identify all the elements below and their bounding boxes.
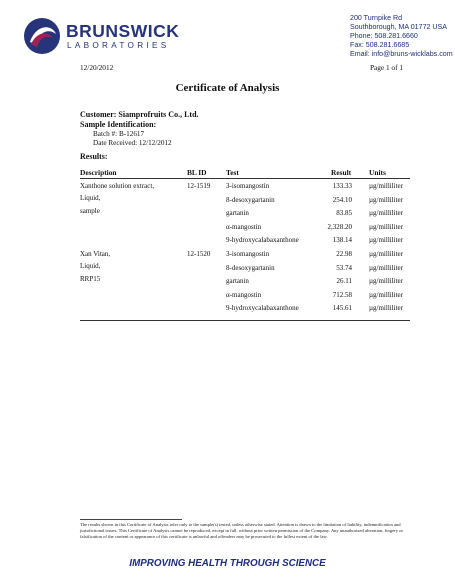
header-divider bbox=[80, 178, 410, 179]
test-name: 3-isomangostin bbox=[226, 182, 270, 190]
test-name: 3-isomangostin bbox=[226, 250, 270, 258]
tagline: IMPROVING HEALTH THROUGH SCIENCE bbox=[129, 558, 326, 569]
column-header-bl-id: BL ID bbox=[187, 168, 207, 177]
sample-description: sample bbox=[80, 206, 100, 215]
footnote-divider bbox=[80, 519, 182, 520]
address-line: 200 Turnpike Rd bbox=[350, 14, 403, 22]
column-header-test: Test bbox=[226, 168, 239, 177]
sample-description: Xan Vitan, bbox=[80, 250, 111, 258]
test-units: µg/milliliter bbox=[369, 304, 403, 313]
test-units: µg/milliliter bbox=[369, 222, 403, 231]
test-result: 83.85 bbox=[336, 209, 352, 218]
document-title: Certificate of Analysis bbox=[175, 82, 280, 94]
customer-line: Customer: Siamprofruits Co., Ltd. bbox=[80, 110, 199, 119]
column-header-description: Description bbox=[80, 168, 117, 177]
company-logo bbox=[22, 16, 180, 58]
sample-description: Liquid, bbox=[80, 262, 101, 271]
test-units: µg/milliliter bbox=[369, 277, 403, 286]
results-heading: Results: bbox=[80, 152, 108, 161]
email-line: Email: info@bruns-wicklabs.com bbox=[350, 50, 453, 58]
test-result: 53.74 bbox=[336, 263, 352, 272]
phone-line: Phone: 508.281.6660 bbox=[350, 32, 418, 40]
test-units: µg/milliliter bbox=[369, 209, 403, 218]
table-bottom-divider bbox=[80, 320, 410, 321]
test-name: gartanin bbox=[226, 209, 249, 218]
test-units: µg/milliliter bbox=[369, 290, 403, 299]
test-result: 145.61 bbox=[332, 304, 352, 313]
disclaimer-text: The results shown in this Certificate of Analysis refer only to the sample(s) tested, unless otherwise stated. Attention is drawn to the limitation of liability, indemnification and jurisdictional issues. This Certificate of Analysis cannot be reproduced, except in full, without prior written permission of the Company. Any unauthorized alteration, forgery or falsification of the content or appearance of this certificate is unlawful and offenders may be prosecuted to the fullest extent of the law. bbox=[80, 522, 404, 539]
company-name: BRUNSWICK bbox=[66, 21, 180, 41]
page-number: Page 1 of 1 bbox=[369, 63, 403, 72]
logo-swirl-icon bbox=[22, 16, 62, 56]
test-result: 133.33 bbox=[332, 182, 352, 190]
test-result: 26.11 bbox=[336, 277, 352, 286]
company-address bbox=[350, 14, 453, 59]
company-subtitle: LABORATORIES bbox=[67, 41, 170, 50]
column-header-result: Result bbox=[331, 168, 352, 177]
test-name: α-mangostin bbox=[226, 222, 262, 231]
address-line: Southborough, MA 01772 USA bbox=[350, 23, 448, 31]
test-name: α-mangostin bbox=[226, 290, 262, 299]
test-units: µg/milliliter bbox=[369, 182, 403, 190]
date-received: Date Received: 12/12/2012 bbox=[93, 139, 172, 147]
test-name: 9-hydroxycalabaxanthone bbox=[226, 236, 299, 245]
sample-description: Xanthone solution extract, bbox=[80, 182, 155, 190]
sample-identification-heading: Sample Identification: bbox=[80, 120, 157, 129]
test-units: µg/milliliter bbox=[369, 195, 403, 204]
test-result: 254.10 bbox=[332, 195, 352, 204]
test-units: µg/milliliter bbox=[369, 263, 403, 272]
report-date: 12/20/2012 bbox=[80, 63, 114, 72]
test-name: 9-hydroxycalabaxanthone bbox=[226, 304, 299, 313]
batch-number: Batch #: B-12617 bbox=[93, 130, 145, 138]
sample-description: Liquid, bbox=[80, 194, 101, 203]
column-header-units: Units bbox=[369, 168, 386, 177]
test-units: µg/milliliter bbox=[369, 250, 403, 258]
test-result: 2,328.20 bbox=[327, 222, 352, 231]
test-result: 22.98 bbox=[336, 250, 352, 258]
test-name: 8-desoxygartanin bbox=[226, 263, 275, 272]
test-result: 712.58 bbox=[332, 290, 352, 299]
bl-id: 12-1519 bbox=[187, 182, 211, 190]
test-result: 138.14 bbox=[332, 236, 352, 245]
test-name: gartanin bbox=[226, 277, 249, 286]
fax-line: Fax: 508.281.6685 bbox=[350, 41, 410, 49]
test-units: µg/milliliter bbox=[369, 236, 403, 245]
test-name: 8-desoxygartanin bbox=[226, 195, 275, 204]
bl-id: 12-1520 bbox=[187, 250, 211, 258]
sample-description: RRP15 bbox=[80, 274, 101, 283]
